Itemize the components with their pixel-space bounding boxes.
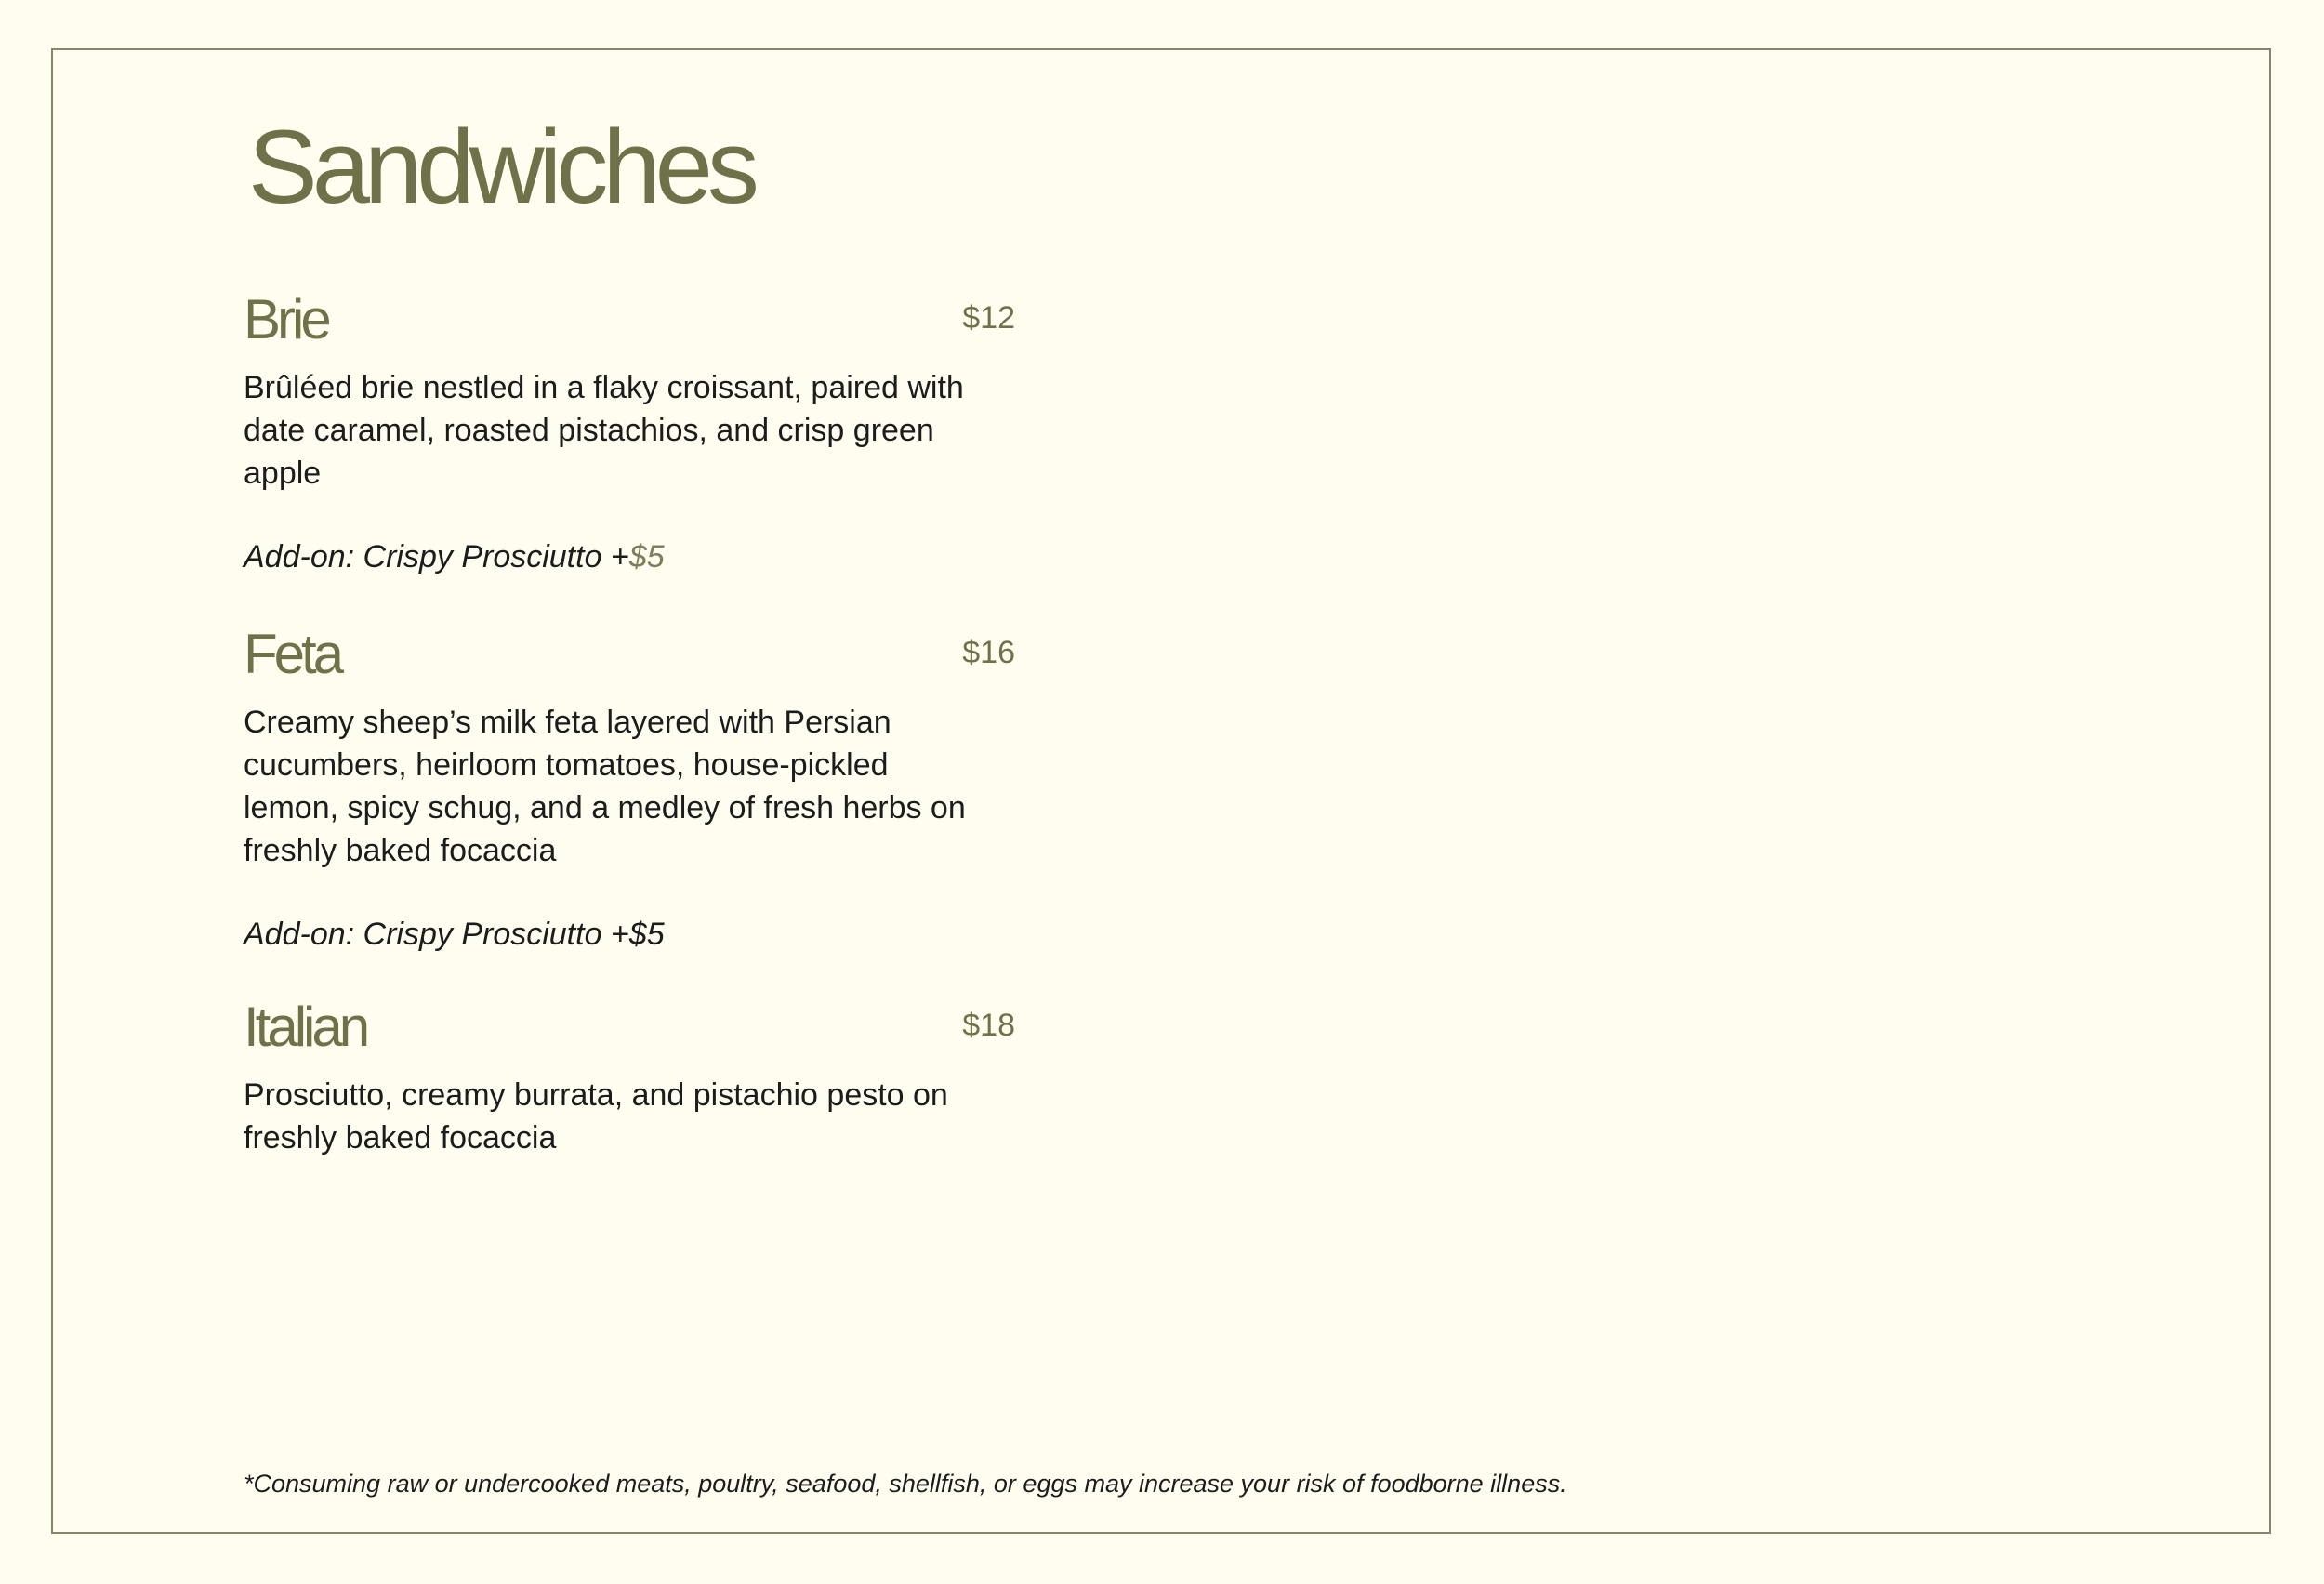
menu-item-price: $18	[962, 1008, 1015, 1043]
menu-item-description: Brûléed brie nestled in a flaky croissant, paired with date caramel, roasted pistachios, and crisp green apple	[244, 370, 964, 491]
menu-item-name: Italian	[244, 996, 367, 1058]
menu-item-feta	[244, 621, 1015, 956]
menu-item-header	[244, 621, 1015, 688]
addon-label: Add-on: Crispy Prosciutto +	[244, 917, 629, 952]
menu-item-addon	[244, 535, 1015, 578]
menu-item-header	[244, 286, 1015, 353]
menu-item-name: Brie	[244, 288, 328, 350]
menu-item-header	[244, 994, 1015, 1061]
menu-section-title: Sandwiches	[248, 109, 754, 225]
addon-label: Add-on: Crispy Prosciutto +	[244, 539, 629, 574]
menu-item-addon	[244, 913, 1015, 956]
menu-item-name: Feta	[244, 623, 341, 685]
menu-item-description: Creamy sheep’s milk feta layered with Persian cucumbers, heirloom tomatoes, house-pickled lemon, spicy schug, and a medley of fresh herbs on freshly baked focaccia	[244, 705, 966, 868]
addon-price: $5	[628, 539, 665, 574]
addon-price: $5	[628, 917, 665, 952]
menu-item-price: $12	[962, 300, 1015, 336]
food-safety-footnote: *Consuming raw or undercooked meats, poultry, seafood, shellfish, or eggs may increase your risk of foodborne illness.	[244, 1470, 1567, 1498]
menu-item-italian	[244, 994, 1015, 1159]
menu-item-brie	[244, 286, 1015, 578]
menu-item-description: Prosciutto, creamy burrata, and pistachio pesto on freshly baked focaccia	[244, 1077, 948, 1155]
menu-item-price: $16	[962, 635, 1015, 670]
